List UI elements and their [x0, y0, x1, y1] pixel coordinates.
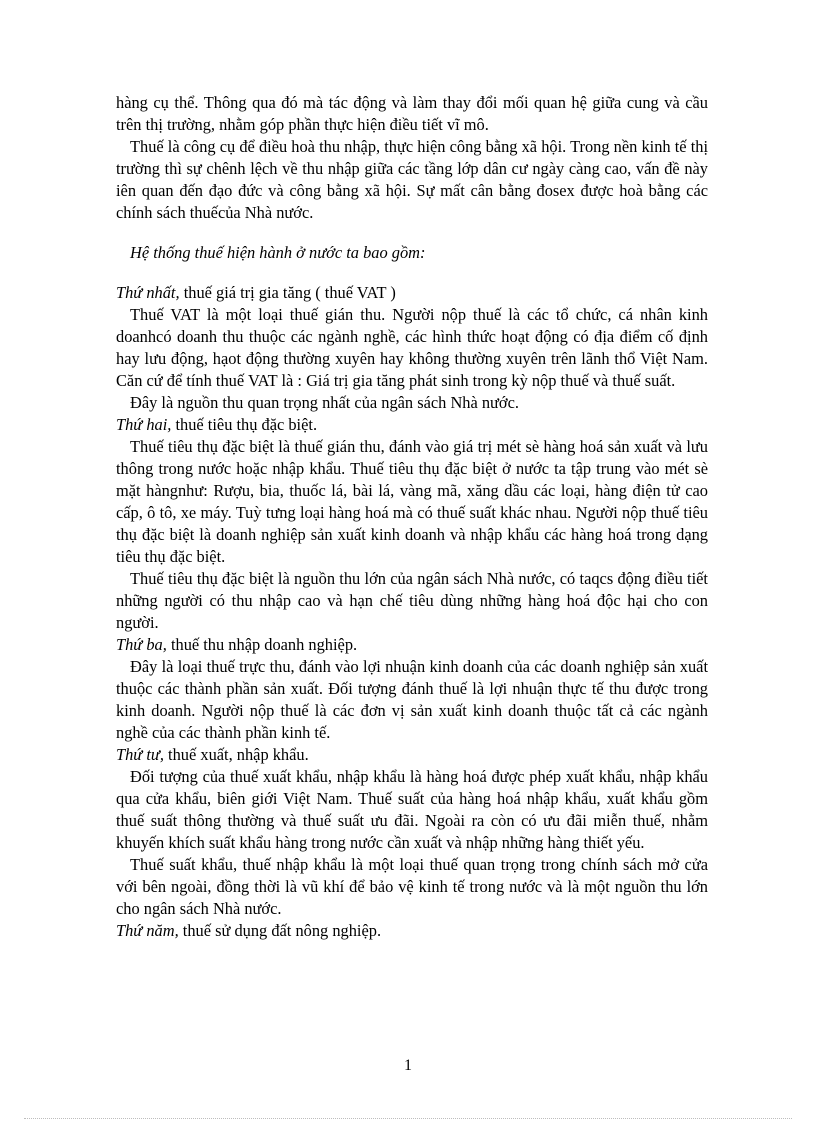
item-title: thuế sử dụng đất nông nghiệp. [178, 921, 382, 940]
paragraph-tax-tool: Thuế là công cụ để điều hoà thu nhập, thực hiện công bằng xã hội. Trong nền kinh tế thị trường thì sự chênh lệch về thu nhập giữa các tầng lớp dân cư ngày càng cao, vấn đề này iên quan đến đạo đức và công bằng xã hội. Sự mất cân bằng đosex được hoà bằng các chính sách thuếcủa Nhà nước. [116, 137, 708, 222]
item-heading-fourth [116, 744, 708, 766]
page-number: 1 [404, 1057, 412, 1074]
paragraph-vat-importance: Đây là nguồn thu quan trọng nhất của ngân sách Nhà nước. [130, 393, 519, 412]
item-heading-first [116, 282, 708, 304]
item-lead: Thứ hai, [116, 415, 172, 434]
item-title: thuế xuất, nhập khẩu. [163, 745, 309, 764]
paragraph-corporate-income: Đây là loại thuế trực thu, đánh vào lợi nhuận kinh doanh của các doanh nghiệp sản xuất thuộc các thành phần sản xuất. Đối tượng đánh thuế là lợi nhuận thực tế thu được trong kinh doanh. Người nộp thuế là các đơn vị sản xuất kinh doanh thuộc tất cả các ngành nghề của các thành phần kinh tế. [116, 657, 708, 742]
document-body [116, 92, 708, 942]
item-title: thuế giá trị gia tăng ( thuế VAT ) [179, 283, 396, 302]
paragraph-continuation: hàng cụ thể. Thông qua đó mà tác động và làm thay đổi mối quan hệ giữa cung và cầu trên thị trường, nhằm góp phần thực hiện điều tiết vĩ mô. [116, 93, 708, 134]
item-lead: Thứ ba, [116, 635, 167, 654]
paragraph-special-consumption: Thuế tiêu thụ đặc biệt là thuế gián thu, đánh vào giá trị mét sè hàng hoá sản xuất và lưu thông trong nước hoặc nhập khẩu. Thuế tiêu thụ đặc biệt ở nước ta tập trung vào mét sè mặt hàngnhư: Rượu, bia, thuốc lá, bài lá, vàng mã, xăng dầu các loại, hàng điện tử cao cấp, ô tô, xe máy. Tuỳ tưng loại hàng hoá mà có thuế suất khác nhau. Người nộp thuế tiêu thụ đặc biệt là doanh nghiệp sản xuất kinh doanh và nhập khẩu các hàng hoá trong dạng tiêu thụ đặc biệt. [116, 437, 708, 566]
section-heading: Hệ thống thuế hiện hành ở nước ta bao gồm: [130, 243, 426, 262]
paragraph-import-export: Đối tượng của thuế xuất khẩu, nhập khẩu là hàng hoá được phép xuất khẩu, nhập khẩu qua cửa khẩu, biên giới Việt Nam. Thuế suất của hàng hoá nhập khẩu, xuất khẩu gồm thuế suất thông thường và thuế suất ưu đãi. Ngoài ra còn có ưu đãi miễn thuế, nhằm khuyến khích suất khẩu hàng trong nước cần xuất và nhập những hàng thiết yếu. [116, 767, 708, 852]
item-heading-second [116, 414, 708, 436]
item-title: thuế tiêu thụ đặc biệt. [171, 415, 318, 434]
item-heading-fifth [116, 920, 708, 942]
item-lead: Thứ tư, [116, 745, 164, 764]
paragraph-import-export-role: Thuế suất khẩu, thuế nhập khẩu là một loại thuế quan trọng trong chính sách mở cửa với bên ngoài, đồng thời là vũ khí để bảo vệ kinh tế trong nước và là một nguồn thu lớn cho ngân sách Nhà nước. [116, 855, 708, 918]
paragraph-special-consumption-role: Thuế tiêu thụ đặc biệt là nguồn thu lớn của ngân sách Nhà nước, có taqcs động điều tiết những người có thu nhập cao và hạn chế tiêu dùng những hàng hoá độc hại cho con người. [116, 569, 708, 632]
item-title: thuế thu nhập doanh nghiệp. [166, 635, 358, 654]
item-lead: Thứ nhất, [116, 283, 180, 302]
item-lead: Thứ năm, [116, 921, 179, 940]
item-heading-third [116, 634, 708, 656]
paragraph-vat: Thuế VAT là một loại thuế gián thu. Người nộp thuế là các tổ chức, cá nhân kinh doanhcó doanh thu thuộc các ngành nghề, các hình thức hoạt động có địa điểm cố định hay lưu động, hạot động thường xuyên hay không thường xuyên trên lãnh thổ Việt Nam. Căn cứ để tính thuế VAT là : Giá trị gia tăng phát sinh trong kỳ nộp thuế và thuế suất. [116, 305, 708, 390]
page-bottom-divider [24, 1118, 792, 1119]
